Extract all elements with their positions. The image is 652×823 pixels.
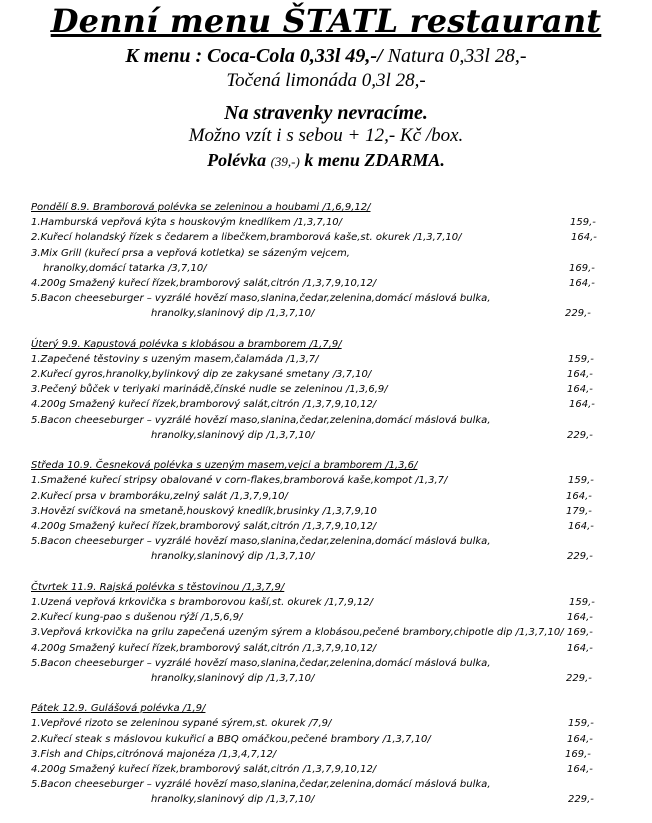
- menu-item: [31, 382, 631, 397]
- soup-price: (39,-): [270, 154, 300, 169]
- menu-item-text: 2.Kuřecí gyros,hranolky,bylinkový dip ze zakysané smetany /3,7,10/: [31, 369, 372, 381]
- menu-item: [31, 671, 631, 686]
- day-heading: Pondělí 8.9. Bramborová polévka se zeleninou a houbami /1,6,9,12/: [31, 202, 371, 213]
- menu-item-price: 159,-: [568, 718, 594, 730]
- menu-item-text: 4.200g Smažený kuřecí řízek,bramborový salát,citrón /1,3,7,9,10,12/: [31, 764, 377, 776]
- menu-item-text: 1.Vepřové rizoto se zeleninou sypané sýrem,st. okurek /7,9/: [31, 718, 332, 730]
- menu-item-text: hranolky,slaninový dip /1,3,7,10/: [151, 551, 315, 563]
- menu-item-price: 164,-: [567, 764, 593, 776]
- menu-item-text: 3.Vepřová krkovička na grilu zapečená uzeným sýrem a klobásou,pečené brambory,chipotle dip /1,3,7,10/: [31, 627, 564, 639]
- menu-item-text: 5.Bacon cheeseburger – vyzrálé hovězí maso,slanina,čedar,zelenina,domácí máslová bulka,: [31, 779, 491, 791]
- menu-item: [31, 291, 631, 306]
- menu-item: [31, 215, 631, 230]
- menu-item-text: 3.Pečený bůček v teriyaki marinádě,čínské nudle se zeleninou /1,3,6,9/: [31, 384, 388, 396]
- menu-item-text: 5.Bacon cheeseburger – vyzrálé hovězí maso,slanina,čedar,zelenina,domácí máslová bulka,: [31, 293, 491, 305]
- menu-item: [31, 352, 631, 367]
- day-heading: Pátek 12.9. Gulášová polévka /1,9/: [31, 703, 206, 715]
- menu-item-text: 4.200g Smažený kuřecí řízek,bramborový salát,citrón /1,3,7,9,10,12/: [31, 642, 377, 654]
- day-heading: Čtvrtek 11.9. Rajská polévka s těstovinou /1,3,7,9/: [31, 581, 285, 593]
- menu-item-text: 3.Fish and Chips,citrónová majonéza /1,3,4,7,12/: [31, 748, 277, 760]
- menu-item-text: hranolky,slaninový dip /1,3,7,10/: [151, 429, 315, 441]
- day-section: [31, 337, 631, 443]
- menu-item: [31, 595, 631, 610]
- takeaway-note: Možno vzít i s sebou + 12,- Kč /box.: [188, 125, 464, 146]
- menu-item-price: 164,-: [568, 520, 594, 532]
- menu-item-text: 1.Zapečené těstoviny s uzeným masem,čalamáda /1,3,7/: [31, 353, 319, 365]
- menu-item-text: 3.Mix Grill (kuřecí prsa a vepřová kotletka) se sázeným vejcem,: [31, 247, 350, 259]
- daily-menu-list: [31, 200, 631, 823]
- menu-item-text: hranolky,slaninový dip /1,3,7,10/: [151, 308, 315, 320]
- menu-item-price: 159,-: [570, 217, 596, 229]
- menu-item: [31, 428, 631, 443]
- menu-item-text: hranolky,slaninový dip /1,3,7,10/: [151, 672, 315, 684]
- menu-item-text: 3.Hovězí svíčková na smetaně,houskový knedlík,brusinky /1,3,7,9,10: [31, 505, 377, 517]
- menu-item-text: 1.Uzená vepřová krkovička s bramborovou kaší,st. okurek /1,7,9,12/: [31, 596, 373, 608]
- day-section: [31, 701, 631, 807]
- menu-item-price: 159,-: [568, 475, 594, 487]
- menu-item: [31, 656, 631, 671]
- menu-item-text: 2.Kuřecí kung-pao s dušenou rýží /1,5,6,9/: [31, 612, 243, 624]
- soup-note-a: Polévka: [207, 150, 271, 170]
- lemonade-line: Točená limonáda 0,3l 28,-: [226, 70, 426, 91]
- day-section: [31, 200, 631, 322]
- menu-item-price: 164,-: [567, 384, 593, 396]
- day-section: [31, 580, 631, 686]
- soup-note-b: k menu ZDARMA.: [299, 150, 445, 170]
- menu-item: [31, 489, 631, 504]
- menu-item-price: 164,-: [566, 490, 592, 502]
- menu-item-price: 229,-: [566, 672, 592, 684]
- menu-item: [31, 610, 631, 625]
- menu-item-text: 2.Kuřecí prsa v bramboráku,zelný salát /1,3,7,9,10/: [31, 490, 288, 502]
- menu-item-text: 5.Bacon cheeseburger – vyzrálé hovězí maso,slanina,čedar,zelenina,domácí máslová bulka,: [31, 414, 491, 426]
- menu-item-text: hranolky,slaninový dip /1,3,7,10/: [151, 794, 315, 806]
- menu-item-price: 229,-: [565, 308, 591, 320]
- menu-item-price: 164,-: [567, 612, 593, 624]
- menu-item: [31, 473, 631, 488]
- menu-item: [31, 792, 631, 807]
- drinks-bold: K menu : Coca-Cola 0,33l 49,-/: [125, 45, 383, 67]
- menu-item-price: 159,-: [569, 596, 595, 608]
- menu-item: [31, 230, 631, 245]
- menu-item-price: 164,-: [567, 733, 593, 745]
- menu-item: [31, 534, 631, 549]
- menu-item: [31, 276, 631, 291]
- menu-item-text: 5.Bacon cheeseburger – vyzrálé hovězí maso,slanina,čedar,zelenina,domácí máslová bulka,: [31, 657, 491, 669]
- day-heading: Úterý 9.9. Kapustová polévka s klobásou a bramborem /1,7,9/: [31, 338, 342, 350]
- menu-item: [31, 397, 631, 412]
- drinks-line: [0, 45, 652, 68]
- menu-item-text: 1.Hamburská vepřová kýta s houskovým knedlíkem /1,3,7,10/: [31, 217, 343, 229]
- menu-item: [31, 519, 631, 534]
- menu-item-price: 229,-: [568, 794, 594, 806]
- menu-item-text: 4.200g Smažený kuřecí řízek,bramborový salát,citrón /1,3,7,9,10,12/: [31, 399, 377, 411]
- menu-item: [31, 732, 631, 747]
- day-section: [31, 458, 631, 564]
- menu-item: [31, 549, 631, 564]
- menu-item: [31, 641, 631, 656]
- menu-item-price: 164,-: [567, 369, 593, 381]
- menu-item: [31, 246, 631, 261]
- menu-item-text: 2.Kuřecí steak s máslovou kukuřicí a BBQ omáčkou,pečené brambory /1,3,7,10/: [31, 733, 431, 745]
- menu-item-text: 2.Kuřecí holandský řízek s čedarem a libečkem,bramborová kaše,st. okurek /1,3,7,10/: [31, 232, 462, 244]
- menu-item: [31, 777, 631, 792]
- vouchers-note: Na stravenky nevracíme.: [224, 102, 428, 124]
- menu-item-price: 179,-: [566, 505, 592, 517]
- menu-item: [31, 747, 631, 762]
- menu-item-price: 159,-: [568, 353, 594, 365]
- menu-item: [31, 762, 631, 777]
- menu-item-price: 229,-: [567, 429, 593, 441]
- menu-item-text: 4.200g Smažený kuřecí řízek,bramborový salát,citrón /1,3,7,9,10,12/: [31, 277, 377, 289]
- menu-item: [31, 413, 631, 428]
- menu-item-text: 5.Bacon cheeseburger – vyzrálé hovězí maso,slanina,čedar,zelenina,domácí máslová bulka,: [31, 536, 491, 548]
- menu-item: [31, 625, 631, 640]
- day-heading: Středa 10.9. Česneková polévka s uzeným masem,vejci a bramborem /1,3,6/: [31, 460, 418, 472]
- menu-title: Denní menu ŠTATL restaurant: [50, 2, 602, 40]
- menu-item: [31, 367, 631, 382]
- menu-item-price: 164,-: [571, 232, 597, 244]
- drinks-normal: Natura 0,33l 28,-: [382, 45, 527, 67]
- menu-item: [31, 306, 631, 321]
- menu-item: [31, 716, 631, 731]
- menu-item-text: 1.Smažené kuřecí stripsy obalované v corn-flakes,bramborová kaše,kompot /1,3,7/: [31, 475, 448, 487]
- menu-item-text: 4.200g Smažený kuřecí řízek,bramborový salát,citrón /1,3,7,9,10,12/: [31, 520, 377, 532]
- menu-item: [31, 261, 631, 276]
- menu-item-price: 169,-: [565, 748, 591, 760]
- soup-note: [0, 150, 652, 171]
- menu-item-price: 164,-: [567, 642, 593, 654]
- menu-item-price: 164,-: [569, 399, 595, 411]
- menu-item-price: 169,-: [569, 262, 595, 274]
- menu-item: [31, 504, 631, 519]
- menu-item-price: 229,-: [567, 551, 593, 563]
- menu-item-text: hranolky,domácí tatarka /3,7,10/: [43, 262, 207, 274]
- menu-item-price: 164,-: [569, 277, 595, 289]
- menu-item-price: 169,-: [567, 627, 593, 639]
